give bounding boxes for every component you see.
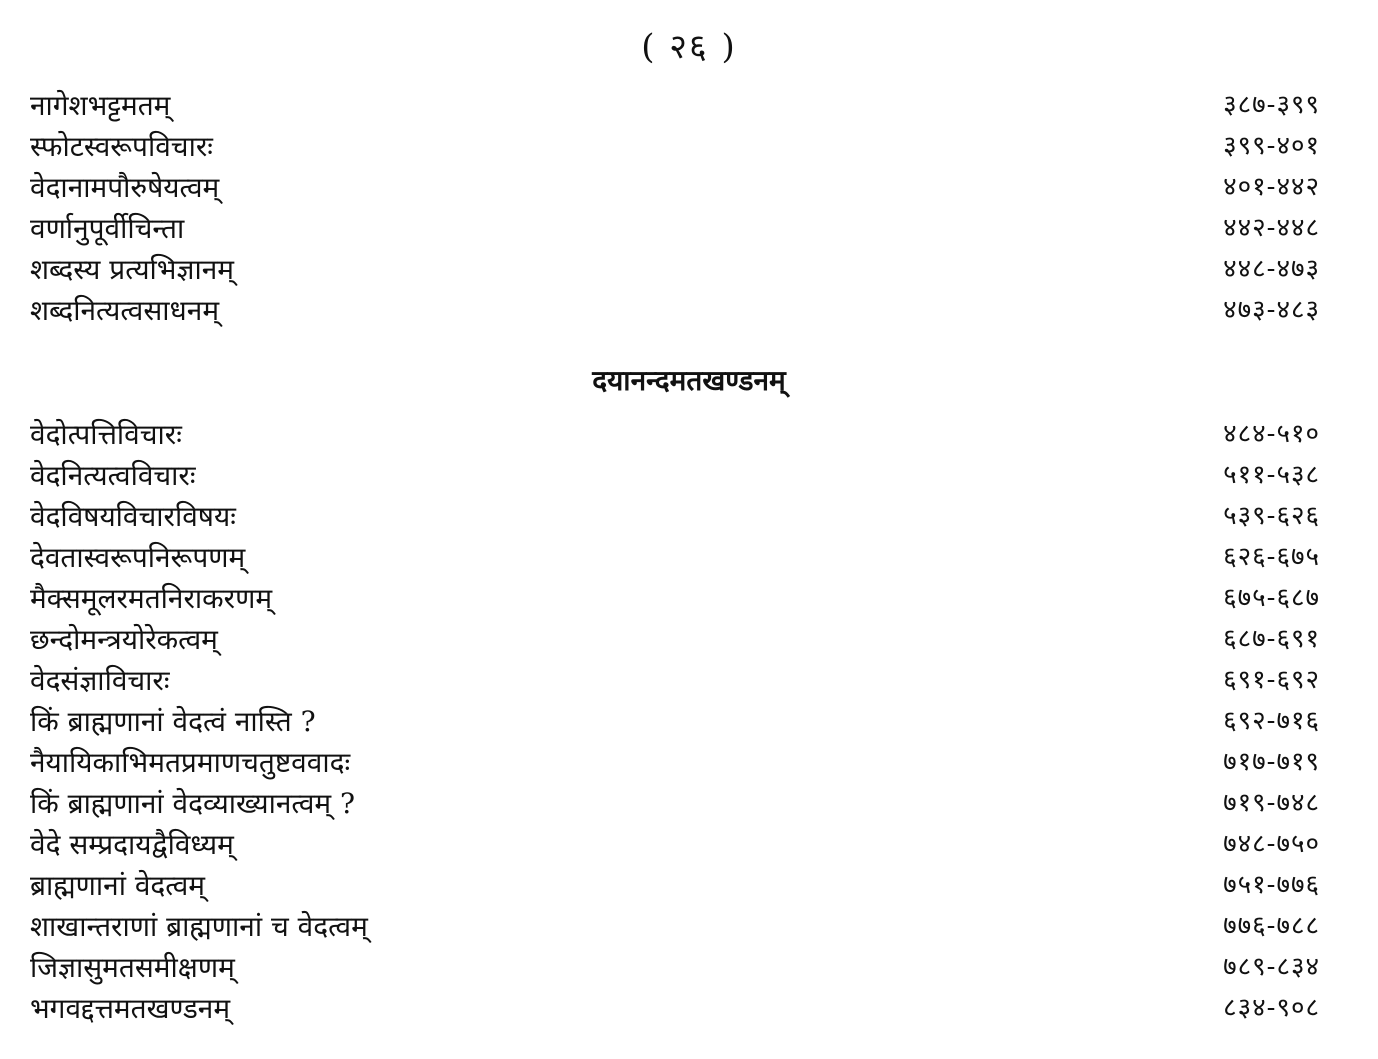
toc-entry-pages: ४७३-४८३ (1223, 295, 1320, 325)
toc-entry-pages: ६७५-६८७ (1223, 583, 1320, 613)
page-number: ( २६ ) (641, 27, 737, 67)
toc-entry (30, 414, 1320, 455)
toc-entry-pages: ४४८-४७३ (1223, 254, 1320, 284)
toc-entry (30, 578, 1320, 619)
toc-entry-pages: ६९२-७१६ (1223, 706, 1320, 736)
toc-entry (30, 906, 1320, 947)
toc-entry (30, 824, 1320, 865)
toc-entry-title: वेदसंज्ञाविचारः (30, 664, 170, 697)
toc-entry-title: शब्दस्य प्रत्यभिज्ञानम् (30, 253, 234, 286)
toc-entry-pages: ७८९-८३४ (1223, 952, 1320, 982)
toc-entry-title: वेदे सम्प्रदायद्वैविध्यम् (30, 828, 234, 861)
toc-entry (30, 537, 1320, 578)
toc-entry (30, 290, 1320, 331)
toc-entry (30, 783, 1320, 824)
toc-entry (30, 126, 1320, 167)
toc-entry-pages: ७४८-७५० (1223, 829, 1320, 859)
toc-entry-title: किं ब्राह्मणानां वेदत्वं नास्ति ? (30, 705, 316, 738)
toc-entry-title: वर्णानुपूर्वीचिन्ता (30, 212, 185, 245)
toc-section-one (30, 85, 1320, 331)
toc-entry-pages: ८३४-९०८ (1223, 993, 1320, 1023)
toc-entry-title: भगवद्दत्तमतखण्डनम् (30, 992, 231, 1025)
toc-entry-pages: ४४२-४४८ (1223, 213, 1320, 243)
toc-entry-title: स्फोटस्वरूपविचारः (30, 130, 213, 163)
toc-entry-title: किं ब्राह्मणानां वेदव्याख्यानत्वम् ? (30, 787, 356, 820)
toc-entry-title: मैक्समूलरमतनिराकरणम् (30, 582, 273, 615)
toc-entry (30, 660, 1320, 701)
toc-section-two (30, 414, 1320, 1029)
toc-entry (30, 455, 1320, 496)
toc-entry (30, 496, 1320, 537)
toc-entry (30, 208, 1320, 249)
toc-entry (30, 865, 1320, 906)
toc-entry-title: जिज्ञासुमतसमीक्षणम् (30, 951, 235, 984)
toc-entry-title: वेदविषयविचारविषयः (30, 500, 236, 533)
toc-entry-title: देवतास्वरूपनिरूपणम् (30, 541, 246, 574)
toc-entry (30, 619, 1320, 660)
toc-entry-pages: ७५१-७७६ (1223, 870, 1320, 900)
section-heading: दयानन्दमतखण्डनम् (592, 364, 786, 397)
toc-entry (30, 85, 1320, 126)
toc-entry-pages: ६९१-६९२ (1223, 665, 1320, 695)
toc-entry (30, 701, 1320, 742)
toc-entry-title: शाखान्तराणां ब्राह्मणानां च वेदत्वम् (30, 910, 368, 943)
toc-entry-pages: ७७६-७८८ (1223, 911, 1320, 941)
toc-entry-pages: ७१९-७४८ (1223, 788, 1320, 818)
toc-entry-title: वेदनित्यत्वविचारः (30, 459, 196, 492)
toc-entry-pages: ३८७-३९९ (1223, 90, 1320, 120)
toc-entry-title: शब्दनित्यत्वसाधनम् (30, 294, 220, 327)
toc-entry-pages: ३९९-४०१ (1223, 131, 1320, 161)
toc-entry-pages: ६८७-६९१ (1223, 624, 1320, 654)
toc-entry-pages: ४०१-४४२ (1223, 172, 1320, 202)
toc-entry-pages: ५११-५३८ (1223, 460, 1320, 490)
toc-entry (30, 167, 1320, 208)
toc-entry-title: वेदानामपौरुषेयत्वम् (30, 171, 220, 204)
toc-entry-pages: ४८४-५१० (1223, 419, 1320, 449)
toc-entry-title: छन्दोमन्त्रयोरेकत्वम् (30, 623, 218, 656)
toc-entry-title: नागेशभट्टमतम् (30, 89, 171, 122)
toc-entry (30, 742, 1320, 783)
toc-entry (30, 249, 1320, 290)
toc-entry (30, 988, 1320, 1029)
toc-entry-pages: ५३९-६२६ (1223, 501, 1320, 531)
toc-entry-title: नैयायिकाभिमतप्रमाणचतुष्टववादः (30, 746, 351, 779)
toc-entry-title: वेदोत्पत्तिविचारः (30, 418, 182, 451)
toc-entry (30, 947, 1320, 988)
toc-entry-title: ब्राह्मणानां वेदत्वम् (30, 869, 206, 902)
toc-entry-pages: ६२६-६७५ (1223, 542, 1320, 572)
toc-entry-pages: ७१७-७१९ (1223, 747, 1320, 777)
